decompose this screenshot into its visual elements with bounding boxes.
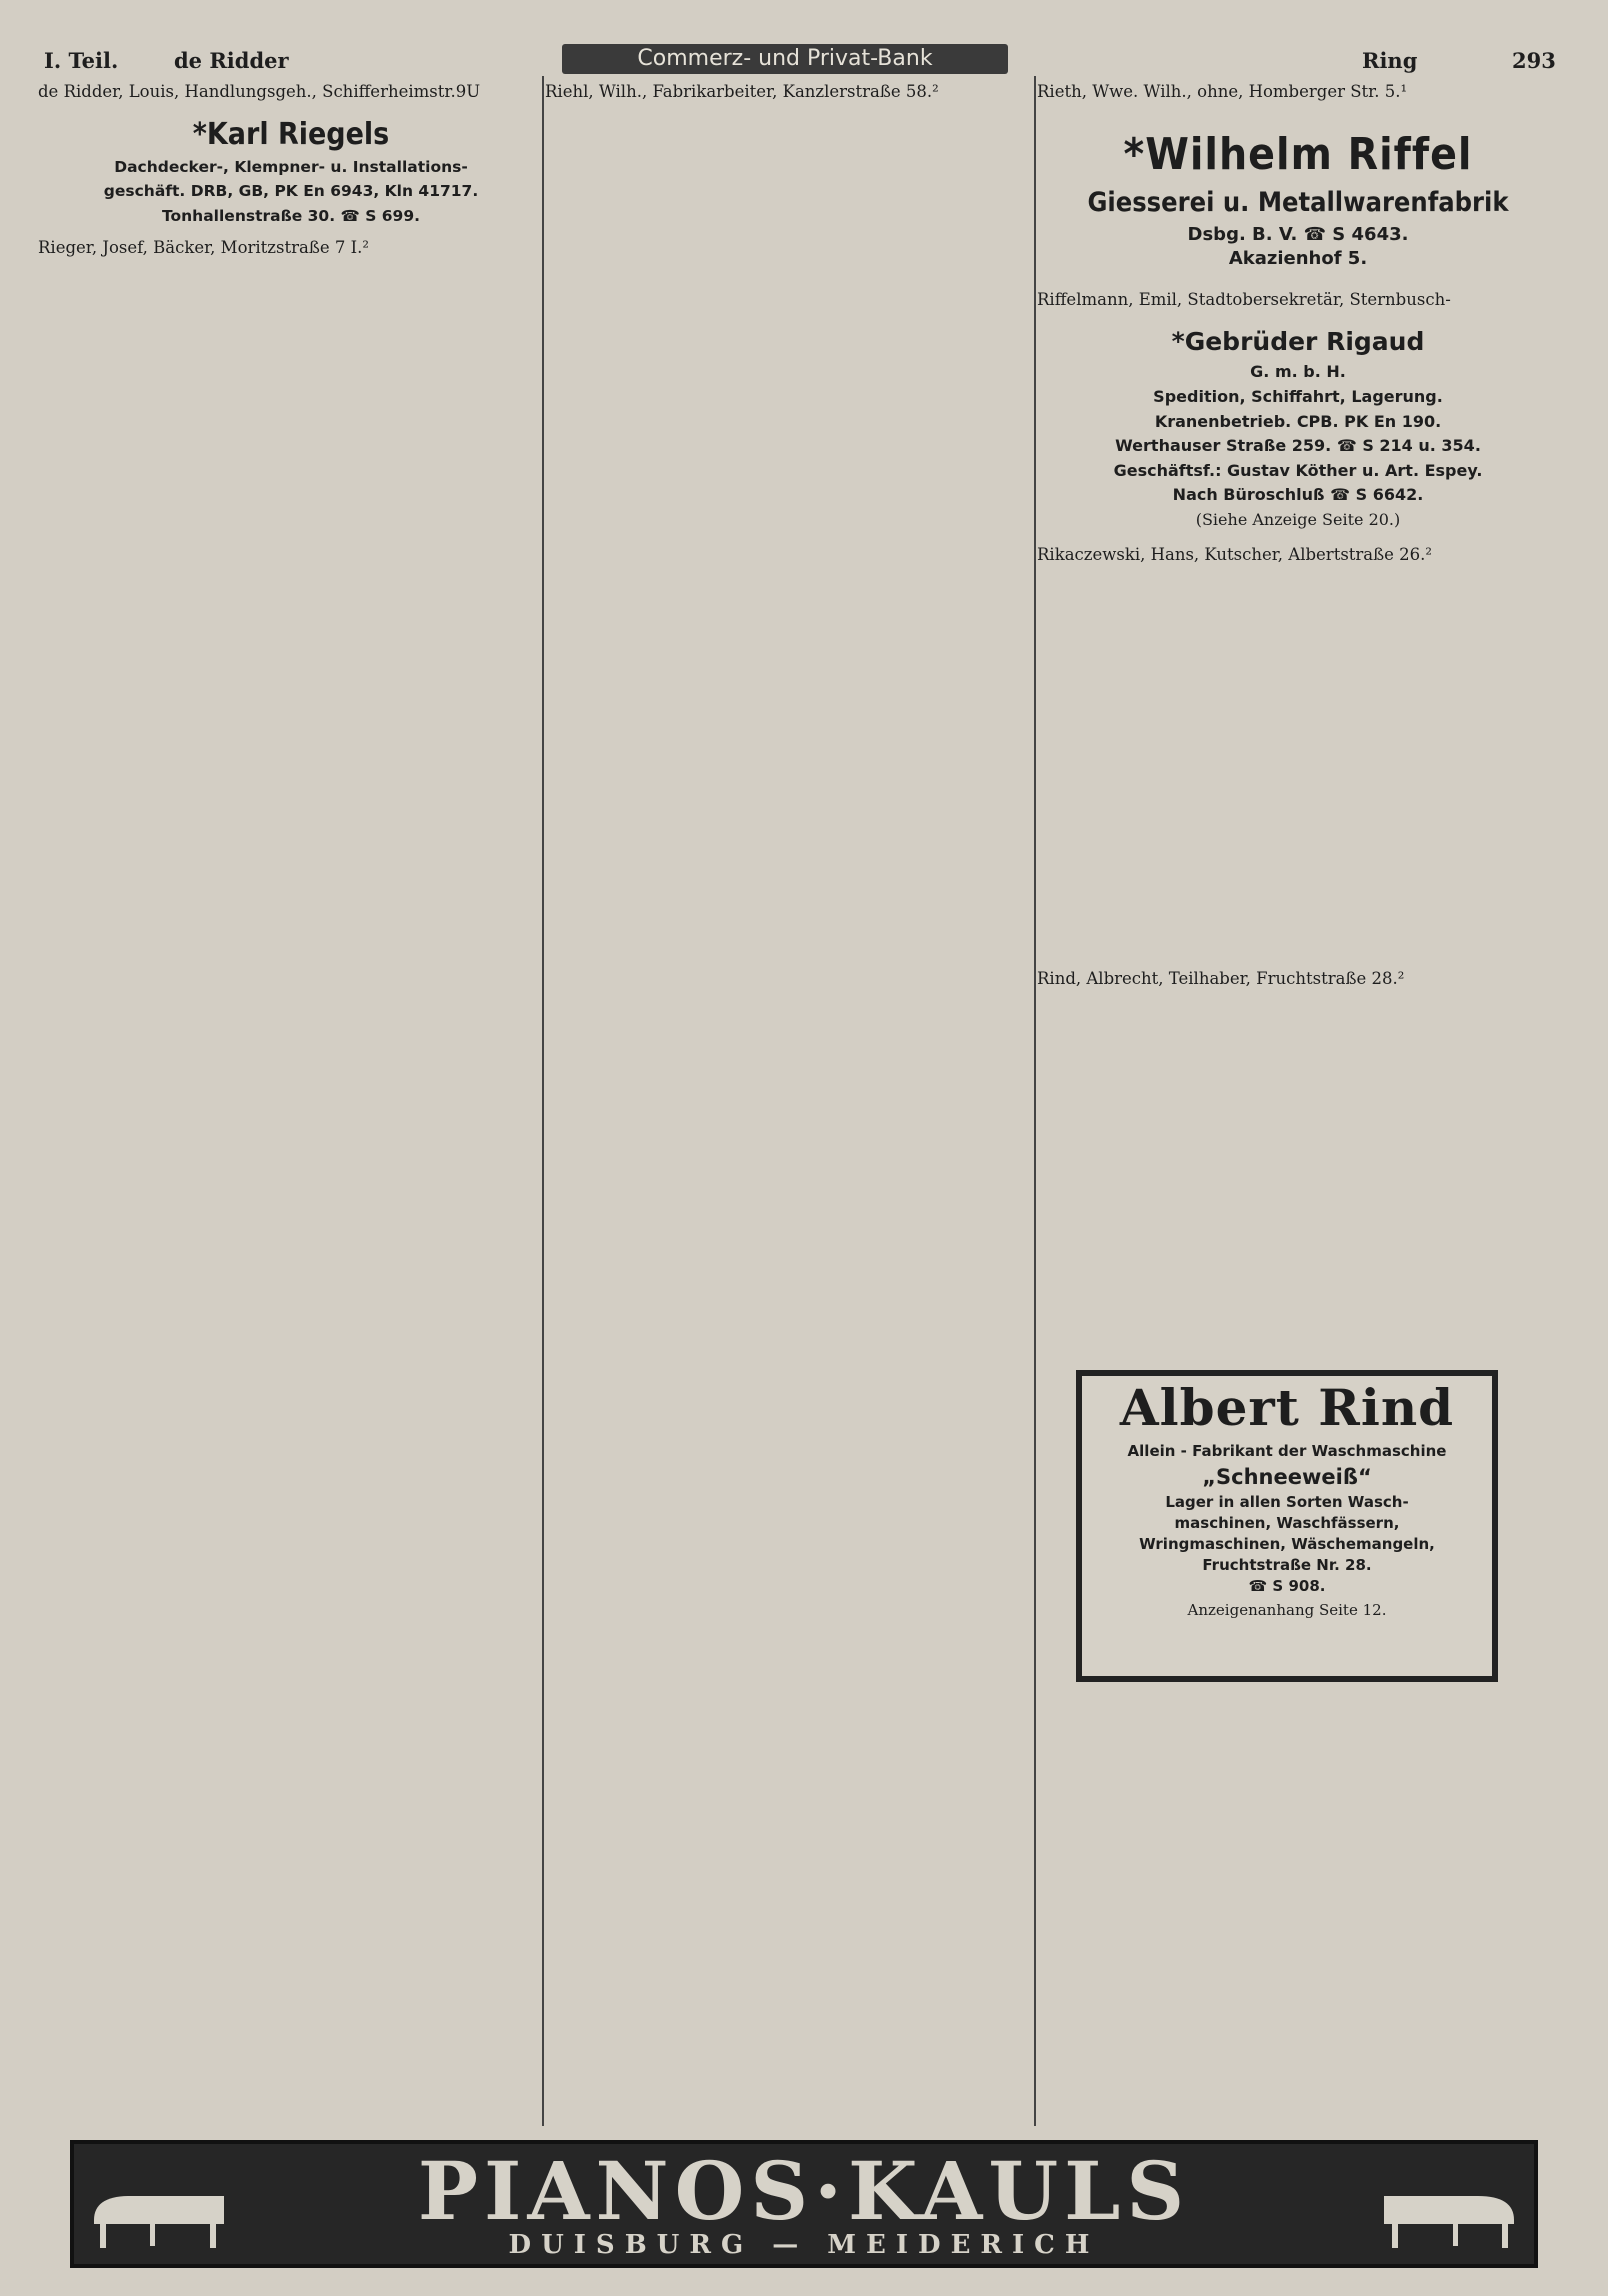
entry-list: [1037, 967, 1559, 992]
ad-line: Dachdecker-, Klempner- u. Installations-: [114, 157, 468, 176]
ad-line: Anzeigenanhang Seite 12.: [1187, 1601, 1387, 1619]
entry-list: [38, 236, 544, 261]
ad-wilhelm-riffel: [1037, 127, 1559, 272]
ad-line: Allein - Fabrikant der Waschmaschine: [1127, 1442, 1447, 1460]
ad-line: Geschäftsf.: Gustav Köther u. Art. Espey.: [1113, 460, 1483, 480]
ad-title: Albert Rind: [1119, 1378, 1455, 1437]
entry-line: Riehl, Wilh., Fabrikarbeiter, Kanzlerstraße 58.²: [545, 82, 939, 101]
column-3: [1037, 80, 1559, 992]
column-2: [545, 80, 1033, 105]
ad-line: Werthauser Straße 259. ☎ S 214 u. 354.: [1115, 436, 1481, 456]
running-head-first: de Ridder: [174, 48, 289, 73]
ad-line: (Siehe Anzeige Seite 20.): [1195, 509, 1401, 529]
entry-line: Rieth, Wwe. Wilh., ohne, Homberger Str. 5.¹: [1037, 82, 1408, 101]
bank-banner: Commerz- und Privat-Bank: [562, 44, 1008, 74]
ad-line: Spedition, Schiffahrt, Lagerung.: [1153, 386, 1443, 406]
ad-pianos-kauls: [70, 2140, 1538, 2268]
entry-list: [1037, 288, 1559, 313]
ad-title: *Gebrüder Rigaud: [1171, 327, 1425, 357]
entry-list: [545, 80, 1033, 105]
ad-line: Akazienhof 5.: [1228, 248, 1368, 270]
entry-line: Riffelmann, Emil, Stadtobersekretär, Sternbusch-: [1037, 289, 1451, 309]
ad-title: *Karl Riegels: [192, 116, 390, 152]
ad-line: maschinen, Waschfässern,: [1174, 1514, 1400, 1532]
ad-subtitle: DUISBURG — MEIDERICH: [508, 2230, 1100, 2260]
entry-list: [38, 80, 544, 105]
ad-line: geschäft. DRB, GB, PK En 6943, Kln 41717.: [103, 182, 479, 201]
entry-line: de Ridder, Louis, Handlungsgeh., Schifferheimstr.9U: [38, 82, 481, 101]
ad-subtitle: Giesserei u. Metallwarenfabrik: [1087, 186, 1509, 218]
ad-gebrueder-rigaud: [1037, 324, 1559, 532]
column-1: [38, 80, 544, 261]
ad-spacer: [1037, 567, 1559, 967]
entry-list: [1037, 80, 1559, 105]
part-label: I. Teil.: [44, 48, 119, 73]
ad-line: Lager in allen Sorten Wasch-: [1165, 1493, 1409, 1511]
ad-line: Tonhallenstraße 30. ☎ S 699.: [161, 206, 421, 225]
ad-karl-riegels: [38, 115, 544, 229]
page-number: 293: [1512, 48, 1556, 73]
entry-line: Rieger, Josef, Bäcker, Moritzstraße 7 I.²: [38, 238, 369, 258]
entry-list: [1037, 543, 1559, 568]
ad-title: *Wilhelm Riffel: [1123, 128, 1473, 180]
ad-title: PIANOS·KAULS: [417, 2144, 1191, 2238]
ad-line: G. m. b. H.: [1250, 362, 1346, 382]
ad-line: Wringmaschinen, Wäschemangeln,: [1139, 1535, 1435, 1553]
ad-line: Nach Büroschluß ☎ S 6642.: [1172, 485, 1424, 505]
ad-line: ☎ S 908.: [1248, 1577, 1326, 1595]
ad-product: „Schneeweiß“: [1202, 1465, 1372, 1489]
entry-line: Rind, Albrecht, Teilhaber, Fruchtstraße 28.²: [1037, 969, 1405, 989]
running-head-last: Ring: [1362, 48, 1418, 73]
column-divider: [542, 76, 544, 2126]
ad-line: Kranenbetrieb. CPB. PK En 190.: [1154, 411, 1442, 431]
ad-line: Dsbg. B. V. ☎ S 4643.: [1187, 223, 1409, 245]
ad-line: Fruchtstraße Nr. 28.: [1202, 1556, 1372, 1574]
column-divider: [1034, 76, 1036, 2126]
ad-albert-rind: [1076, 1370, 1498, 1682]
entry-line: Rikaczewski, Hans, Kutscher, Albertstraße 26.²: [1037, 544, 1433, 564]
